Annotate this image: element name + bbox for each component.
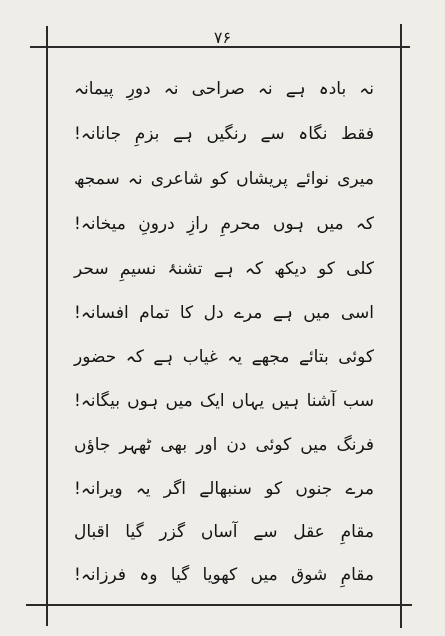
verse-line-2: فقط نگاہ سے رنگیں ہے بزمِ جانانہ! <box>74 124 374 144</box>
verse-line-10: مرے جنوں کو سنبھالے اگر یہ ویرانہ! <box>74 479 374 499</box>
verse-line-5: کلی کو دیکھ کہ ہے تشنۂ نسیمِ سحر <box>74 259 374 279</box>
verse-line-3: میری نوائے پریشاں کو شاعری نہ سمجھ <box>74 169 374 189</box>
verse-line-12: مقامِ شوق میں کھویا گیا وہ فرزانہ! <box>74 565 374 585</box>
verse-line-7: کوئی بتائے مجھے یہ غیاب ہے کہ حضور <box>74 347 374 367</box>
verse-line-11: مقامِ عقل سے آساں گزر گیا اقبال <box>74 522 374 542</box>
verse-line-1: نہ بادہ ہے نہ صراحی نہ دورِ پیمانہ <box>74 79 374 99</box>
verse-line-6: اسی میں ہے مرے دل کا تمام افسانہ! <box>74 303 374 323</box>
verse-line-8: سب آشنا ہیں یہاں ایک میں ہوں بیگانہ! <box>74 391 374 411</box>
verse-line-4: کہ میں ہوں محرمِ رازِ درونِ میخانہ! <box>74 214 374 234</box>
page-number: ۷۶ <box>213 28 232 47</box>
verse-line-9: فرنگ میں کوئی دن اور بھی ٹھہر جاؤں <box>74 435 374 455</box>
